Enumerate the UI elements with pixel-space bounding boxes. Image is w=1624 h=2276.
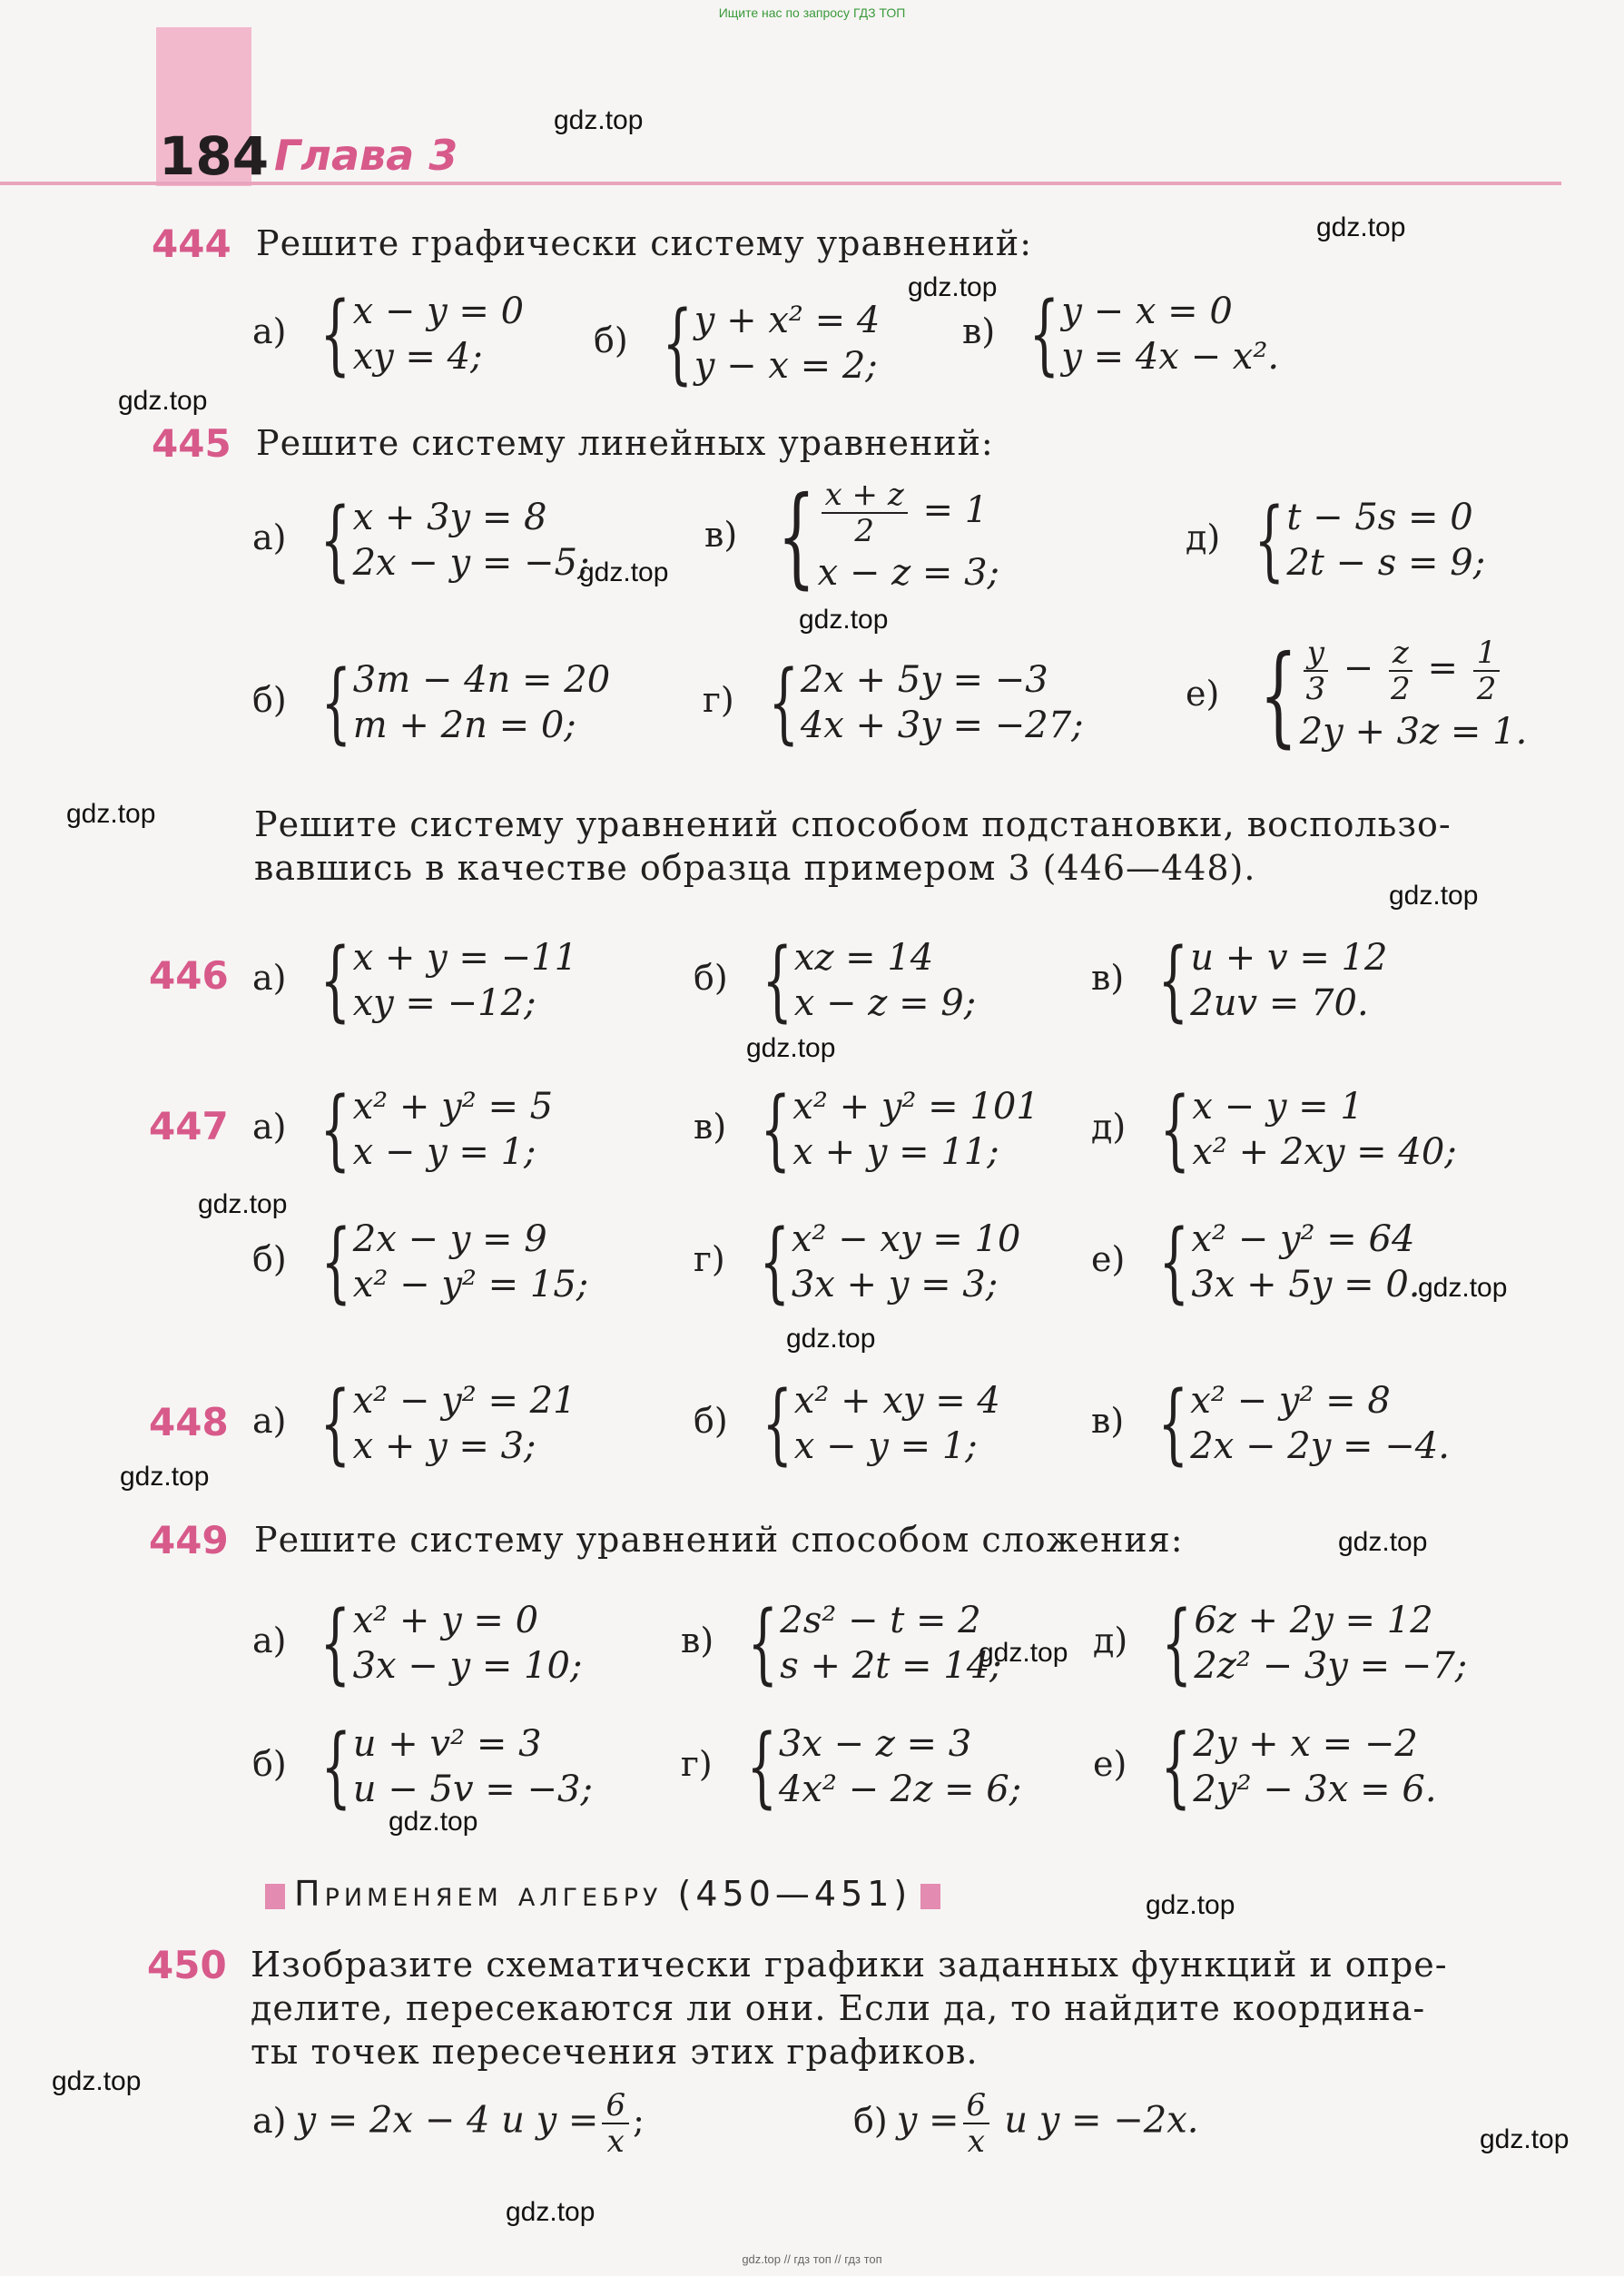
watermark: gdz.top [118,386,208,416]
functions-450-a: а) y = 2x − 4 и y = $\frac{6}{x}$ ; [252,2087,645,2160]
section-title: Применяем алгебру (450—451) [294,1874,912,1914]
watermark: gdz.top [908,272,998,302]
watermark: gdz.top [52,2066,142,2096]
system-447-e: е) { x² − y² = 64 3x + 5y = 0. [1091,1211,1421,1313]
problem-text: Изобразите схематически графики заданных функций и опре- [251,1945,1448,1985]
watermark: gdz.top [1480,2124,1570,2154]
system-449-v: в) { 2s² − t = 2 s + 2t = 14; [681,1592,1002,1694]
system-445-d: д) { t − 5s = 0 2t − s = 9; [1186,489,1486,591]
system-448-a: а) { x² − y² = 21 x + y = 3; [252,1373,576,1474]
top-banner: Ищите нас по запросу ГДЗ ТОП [718,5,906,20]
system-444-a: а) { x − y = 0 xy = 4; [252,283,525,385]
watermark: gdz.top [786,1324,876,1354]
system-447-v: в) { x² + y² = 101 x + y = 11; [694,1079,1039,1180]
problem-text: ты точек пересечения этих графиков. [251,2032,979,2072]
watermark: gdz.top [66,799,156,829]
watermark: gdz.top [1146,1890,1235,1920]
system-449-d: д) { 6z + 2y = 12 2z² − 3y = −7; [1093,1592,1468,1694]
system-445-v: в) { $\frac{x + z}{2}$ = 1 x − z = 3; [704,474,1000,600]
system-444-v: в) { y − x = 0 y = 4x − x². [962,283,1280,385]
system-447-a: а) { x² + y² = 5 x − y = 1; [252,1079,554,1180]
intro-text: Решите систему уравнений способом подстановки, воспользо- [254,804,1452,844]
system-446-v: в) { u + v = 12 2uv = 70. [1091,930,1388,1031]
watermark: gdz.top [746,1033,836,1063]
system-447-b: б) { 2x − y = 9 x² − y² = 15; [252,1211,589,1313]
problem-number: 446 [149,953,229,998]
system-445-e: е) { $\frac{y}{3}$ − $\frac{z}{2}$ = $\frac{1}{2}$ 2y + 3z = 1. [1186,633,1528,759]
problem-number: 444 [152,222,231,266]
system-449-b: б) { u + v² = 3 u − 5v = −3; [252,1716,593,1818]
bottom-banner: gdz.top // гдз топ // гдз топ [742,2252,882,2266]
watermark: gdz.top [120,1462,210,1492]
watermark: gdz.top [1389,881,1479,911]
system-449-e: е) { 2y + x = −2 2y² − 3x = 6. [1093,1716,1437,1818]
system-449-a: а) { x² + y = 0 3x − y = 10; [252,1592,583,1694]
problem-number: 449 [149,1518,229,1562]
chapter-title: Глава 3 [274,131,458,180]
system-445-g: г) { 2x + 5y = −3 4x + 3y = −27; [703,652,1084,754]
watermark: gdz.top [579,557,669,587]
section-marker [920,1884,940,1909]
problem-text: Решите систему уравнений способом сложения: [254,1520,1184,1560]
system-448-v: в) { x² − y² = 8 2x − 2y = −4. [1091,1373,1450,1474]
problem-text: делите, пересекаются ли они. Если да, то найдите координа- [251,1988,1426,2028]
system-444-b: б) { y + x² = 4 y − x = 2; [594,292,881,394]
watermark: gdz.top [198,1189,288,1219]
watermark: gdz.top [554,105,644,135]
system-448-b: б) { x² + xy = 4 x − y = 1; [694,1373,1000,1474]
page-number: 184 [159,125,270,187]
problem-text: Решите систему линейных уравнений: [256,423,994,463]
system-447-g: г) { x² − xy = 10 3x + y = 3; [694,1211,1021,1313]
watermark: gdz.top [1338,1527,1428,1557]
system-445-b: б) { 3m − 4n = 20 m + 2n = 0; [252,652,611,754]
watermark: gdz.top [979,1638,1068,1668]
system-447-d: д) { x − y = 1 x² + 2xy = 40; [1091,1079,1457,1180]
section-marker [265,1884,285,1909]
problem-number: 447 [149,1104,229,1148]
functions-450-b: б) y = $\frac{6}{x}$ и y = −2x. [853,2087,1199,2160]
system-449-g: г) { 3x − z = 3 4x² − 2z = 6; [681,1716,1022,1818]
section-heading [256,1874,950,1914]
problem-number: 450 [147,1943,227,1987]
watermark: gdz.top [389,1807,478,1837]
system-446-a: а) { x + y = −11 xy = −12; [252,930,578,1031]
intro-text: вавшись в качестве образца примером 3 (446—448). [254,848,1256,888]
problem-text: Решите графически систему уравнений: [256,223,1033,263]
system-445-a: а) { x + 3y = 8 2x − y = −5; [252,489,590,591]
watermark: gdz.top [799,605,889,635]
watermark: gdz.top [506,2197,595,2227]
system-446-b: б) { xz = 14 x − z = 9; [694,930,977,1031]
problem-number: 445 [152,421,231,466]
watermark: gdz.top [1418,1273,1508,1303]
problem-number: 448 [149,1400,229,1444]
watermark: gdz.top [1316,212,1406,242]
